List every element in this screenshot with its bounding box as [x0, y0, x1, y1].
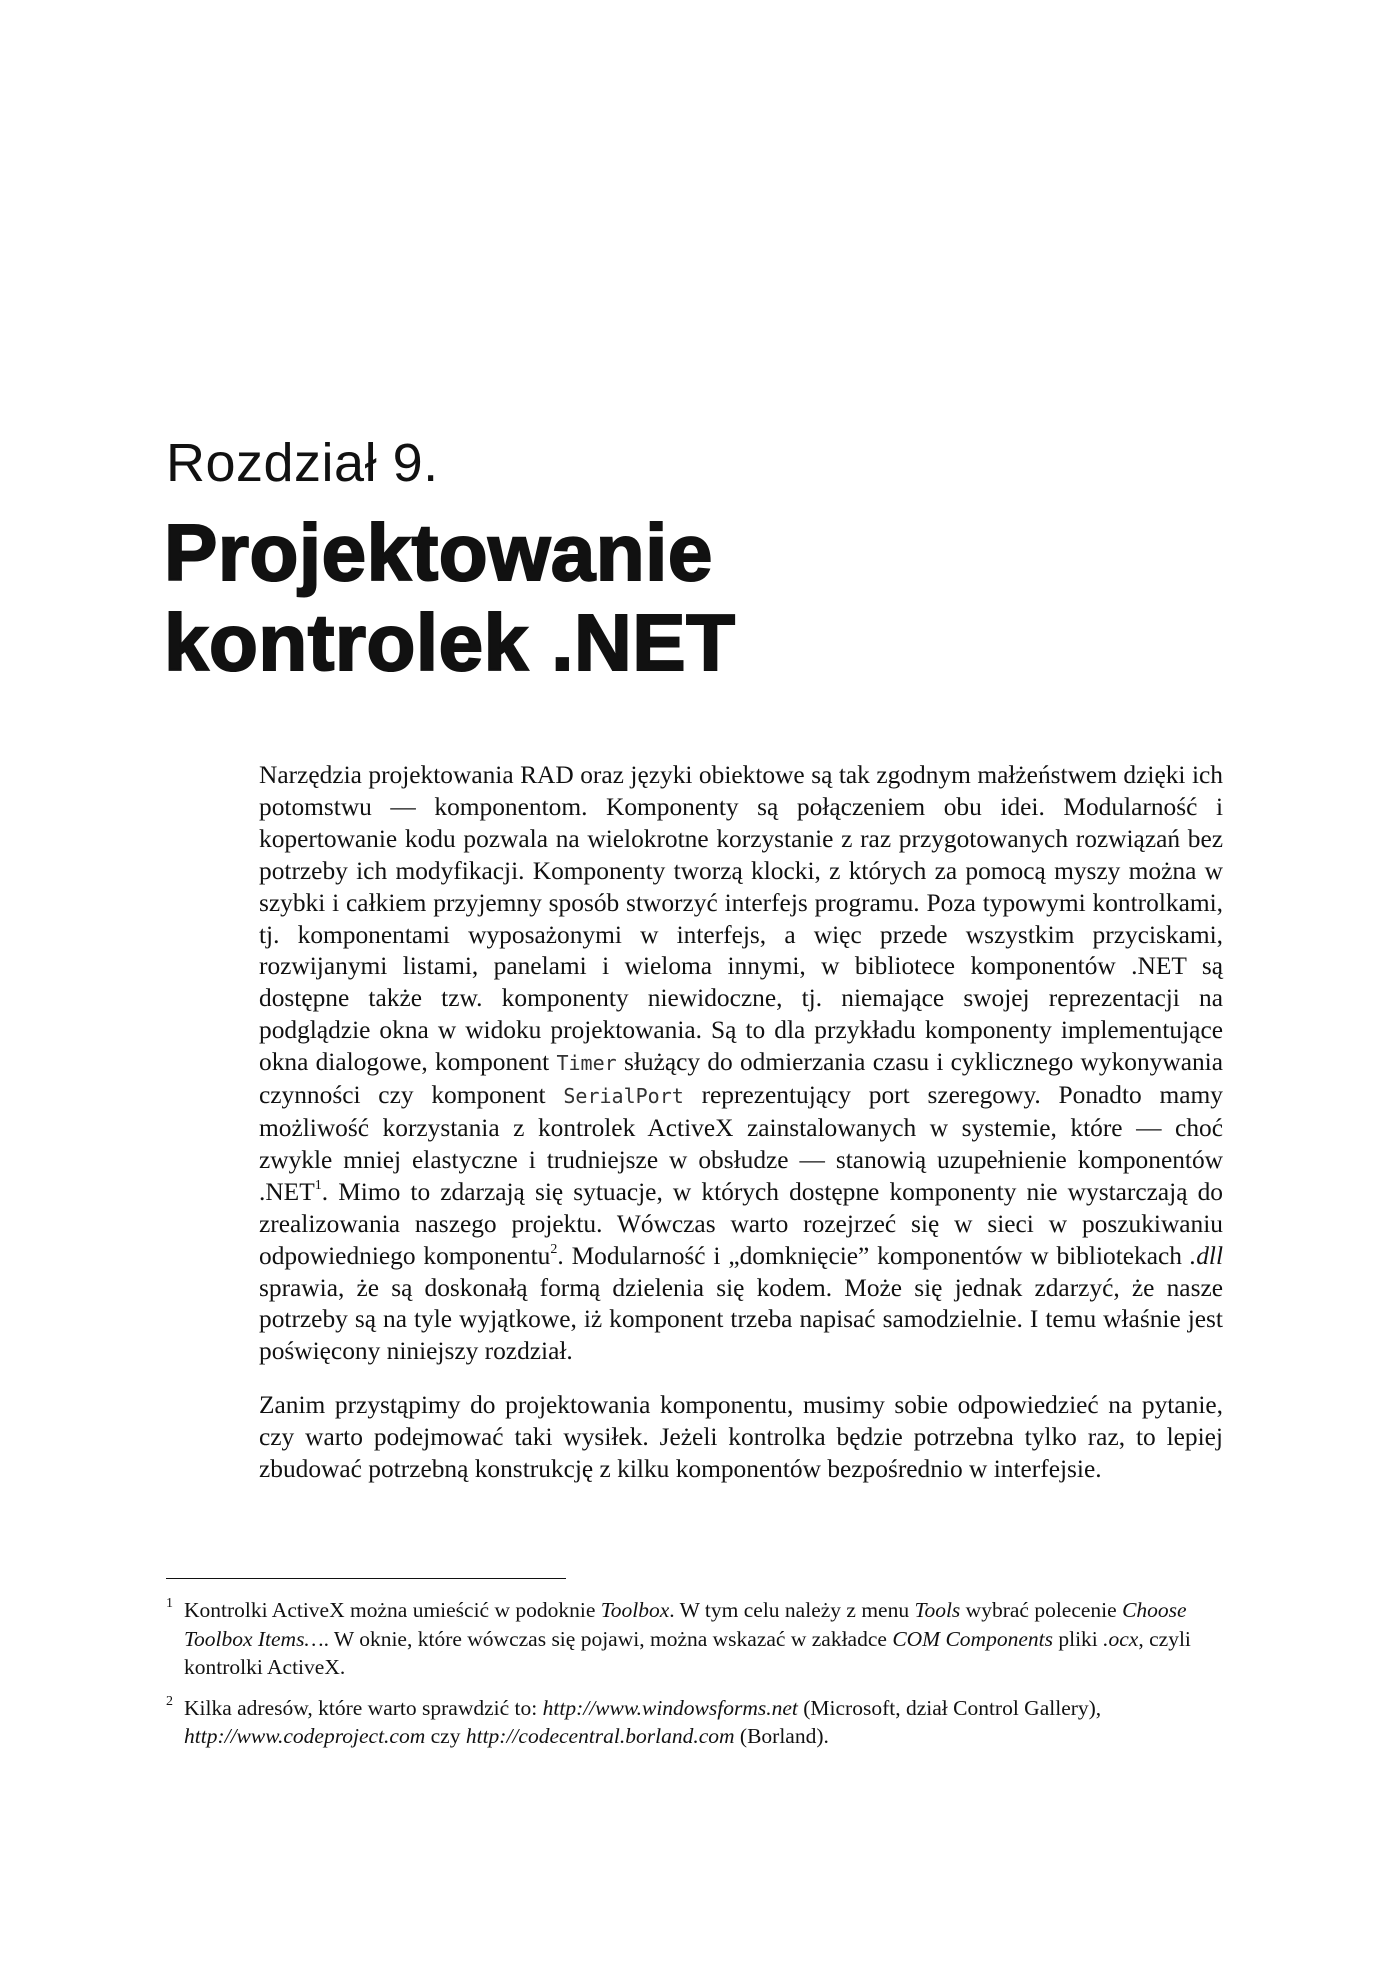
- text-run: (Microsoft, dział Control Gallery),: [797, 1695, 1102, 1720]
- text-run: pliki: [1052, 1626, 1104, 1651]
- footnote-number: 1: [166, 1596, 173, 1611]
- text-run: . Mimo to zdarzają się sytuacje, w których dostępne komponenty nie wystarczają do zrealizowania naszego projektu. Wówczas warto rozejrzeć się w sieci w poszukiwaniu odpowiedniego komponentu: [259, 1177, 1223, 1270]
- footnote-ref-1: 1: [314, 1178, 322, 1194]
- text-run: (Borland).: [734, 1724, 829, 1748]
- footnote-number: 2: [166, 1693, 173, 1709]
- code-serialport: SerialPort: [563, 1084, 684, 1109]
- paragraph-2: Zanim przystąpimy do projektowania komponentu, musimy sobie odpowiedzieć na pytanie, czy warto podejmować taki wysiłek. Jeżeli kontrolka będzie potrzebna tylko raz, to lepiej zbudować potrzebną konstrukcję z kilku komponentów bezpośrednio w interfejsie.: [259, 1391, 1223, 1484]
- text-run: . W tym celu należy z menu: [669, 1598, 915, 1622]
- footnote-1: [166, 1596, 1226, 1682]
- text-run: Narzędzia projektowania RAD oraz języki obiektowe są tak zgodnym małżeństwem dzięki ich potomstwu — komponentom. Komponenty są połączeniem obu idei. Modularność i kopertowanie kodu pozwala na wielokrotne korzystanie z raz przygotowanych rozwiązań bez potrzeby ich modyfikacji. Komponenty tworzą klocki, z których za pomocą myszy można w szybki i całkiem przyjemny sposób stworzyć interfejs programu. Poza typowymi kontrolkami, tj. komponentami wyposażonymi w interfejs, a więc przede wszystkim przyciskami, rozwijanymi listami, panelami i wieloma innymi, w bibliotece komponentów .NET są dostępne także tzw. komponenty niewidoczne, tj. niemające swojej reprezentacji na podglądzie okna w widoku projektowania. Są to dla przykładu komponenty implementujące okna dialogowe, komponent: [259, 761, 1223, 1077]
- text-run: reprezentujący port szeregowy. Ponadto mamy możliwość korzystania z kontrolek ActiveX zainstalowanych w systemie, które — choć zwykle mniej elastyczne i trudniejsze w obsłudze — stanowią uzupełnienie komponentów .NET: [259, 1081, 1223, 1206]
- url-link: http://codecentral.borland.com: [465, 1724, 735, 1748]
- chapter-title-line-2: kontrolek .NET: [164, 598, 736, 687]
- italic-term: .ocx: [1103, 1626, 1139, 1651]
- code-timer: Timer: [556, 1051, 617, 1076]
- footnotes: [166, 1596, 1226, 1763]
- paragraph-1: [259, 760, 1223, 1368]
- italic-term: COM Components: [892, 1626, 1053, 1651]
- footnote-2: [166, 1694, 1226, 1751]
- text-run: służący do odmierzania czasu i cyklicznego wykonywania czynności czy komponent: [259, 1048, 1223, 1110]
- dll-extension: .dll: [1189, 1241, 1224, 1270]
- chapter-title-line-1: Projektowanie: [164, 508, 713, 597]
- text-run: Kilka adresów, które warto sprawdzić to:: [184, 1695, 543, 1720]
- italic-term: Toolbox: [600, 1598, 670, 1622]
- body-text: [259, 760, 1223, 1486]
- italic-term: Choose Toolbox Items…: [184, 1598, 1187, 1651]
- text-run: sprawia, że są doskonałą formą dzielenia się kodem. Może się jednak zdarzyć, że nasze potrzeby są na tyle wyjątkowe, iż komponent trzeba napisać samodzielnie. I temu właśnie jest poświęcony niniejszy rozdział.: [259, 1273, 1223, 1366]
- italic-term: Tools: [914, 1598, 961, 1622]
- text-run: wybrać polecenie: [960, 1598, 1123, 1622]
- chapter-title: [164, 508, 736, 688]
- text-run: . W oknie, które wówczas się pojawi, można wskazać w zakładce: [323, 1626, 893, 1651]
- footnote-ref-2: 2: [550, 1242, 558, 1258]
- text-run: , czyli kontrolki ActiveX.: [184, 1626, 1191, 1679]
- footnote-rule: [166, 1578, 566, 1579]
- url-link: http://www.windowsforms.net: [542, 1695, 798, 1720]
- chapter-label: Rozdział 9.: [166, 433, 439, 493]
- text-run: . Modularność i „domknięcie” komponentów w bibliotekach: [557, 1241, 1190, 1270]
- text-run: Kontrolki ActiveX można umieścić w podoknie: [184, 1598, 601, 1622]
- text-run: czy: [425, 1724, 466, 1748]
- url-link: http://www.codeproject.com: [184, 1724, 426, 1748]
